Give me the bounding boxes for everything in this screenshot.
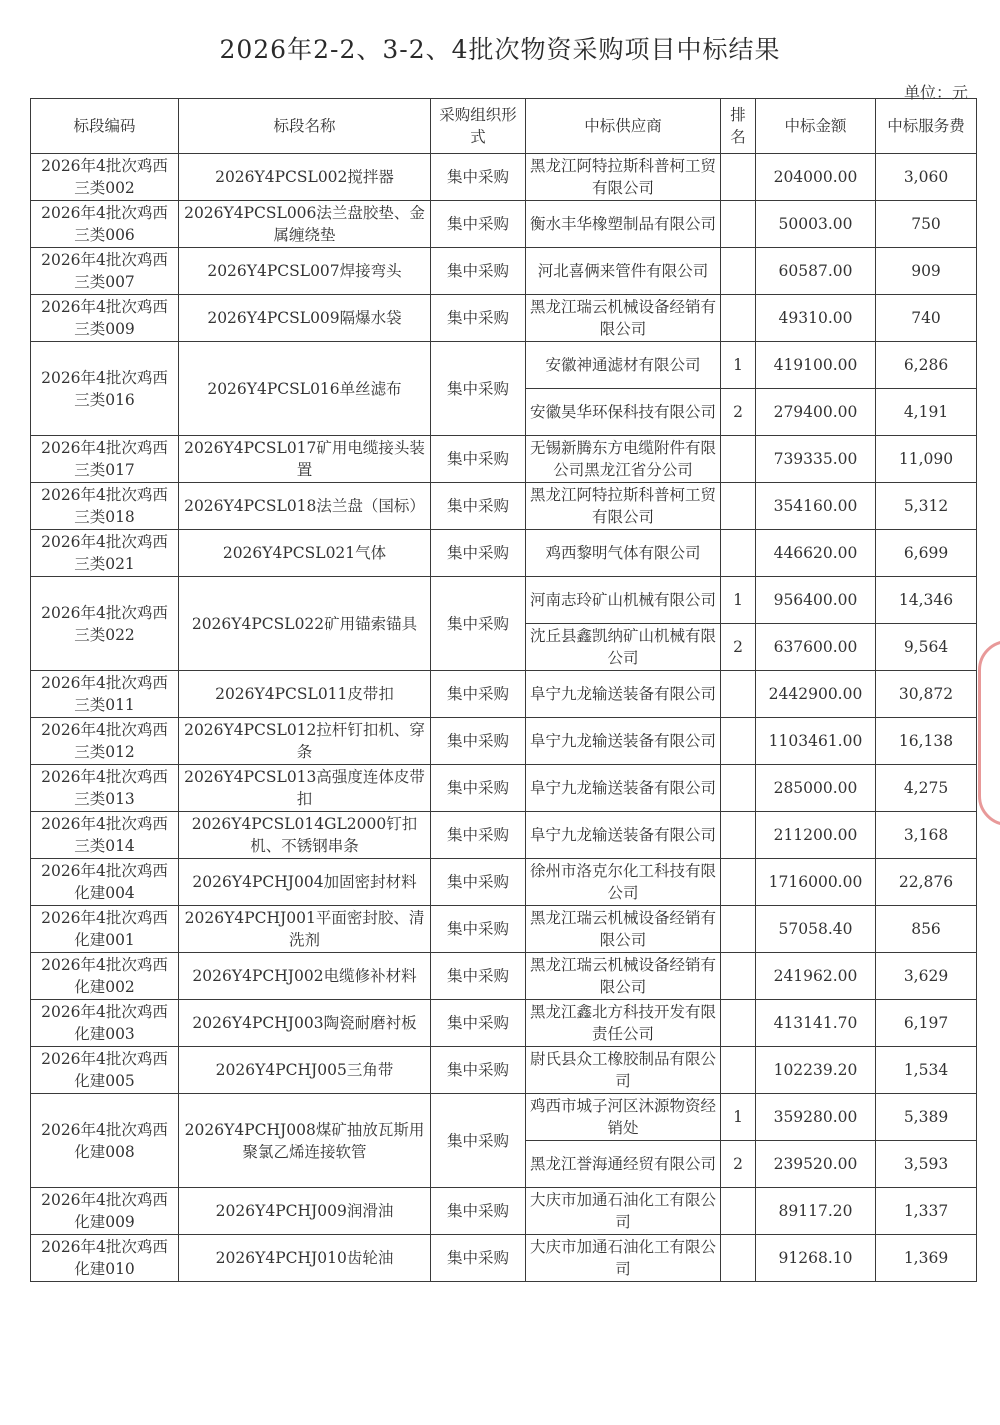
procurement-form-cell: 集中采购 xyxy=(431,1047,526,1094)
supplier-cell: 大庆市加通石油化工有限公司 xyxy=(526,1188,721,1235)
section-code-cell: 2026年4批次鸡西三类018 xyxy=(31,483,179,530)
fee-cell: 909 xyxy=(876,248,977,295)
supplier-cell: 安徽昊华环保科技有限公司 xyxy=(526,389,721,436)
header-form: 采购组织形式 xyxy=(431,99,526,154)
procurement-form-cell: 集中采购 xyxy=(431,859,526,906)
rank-cell xyxy=(721,859,756,906)
section-name-cell: 2026Y4PCSL017矿用电缆接头装置 xyxy=(179,436,431,483)
table-row xyxy=(31,342,977,389)
supplier-cell: 黑龙江鑫北方科技开发有限责任公司 xyxy=(526,1000,721,1047)
fee-cell: 750 xyxy=(876,201,977,248)
section-code-cell: 2026年4批次鸡西三类007 xyxy=(31,248,179,295)
section-code-cell: 2026年4批次鸡西三类014 xyxy=(31,812,179,859)
supplier-cell: 衡水丰华橡塑制品有限公司 xyxy=(526,201,721,248)
table-row xyxy=(31,1000,977,1047)
procurement-form-cell: 集中采购 xyxy=(431,953,526,1000)
rank-cell: 1 xyxy=(721,342,756,389)
supplier-cell: 鸡西黎明气体有限公司 xyxy=(526,530,721,577)
amount-cell: 60587.00 xyxy=(756,248,876,295)
table-header xyxy=(31,99,977,154)
procurement-form-cell: 集中采购 xyxy=(431,671,526,718)
section-code-cell: 2026年4批次鸡西三类002 xyxy=(31,154,179,201)
section-code-cell: 2026年4批次鸡西化建005 xyxy=(31,1047,179,1094)
amount-cell: 204000.00 xyxy=(756,154,876,201)
header-code: 标段编码 xyxy=(31,99,179,154)
procurement-form-cell: 集中采购 xyxy=(431,1235,526,1282)
fee-cell: 6,197 xyxy=(876,1000,977,1047)
fee-cell: 16,138 xyxy=(876,718,977,765)
fee-cell: 4,275 xyxy=(876,765,977,812)
supplier-cell: 鸡西市城子河区沐源物资经销处 xyxy=(526,1094,721,1141)
supplier-cell: 黑龙江阿特拉斯科普柯工贸有限公司 xyxy=(526,154,721,201)
amount-cell: 637600.00 xyxy=(756,624,876,671)
amount-cell: 279400.00 xyxy=(756,389,876,436)
unit-label: 单位：元 xyxy=(903,83,968,102)
amount-cell: 739335.00 xyxy=(756,436,876,483)
supplier-cell: 徐州市洛克尔化工科技有限公司 xyxy=(526,859,721,906)
supplier-cell: 黑龙江誉海通经贸有限公司 xyxy=(526,1141,721,1188)
rank-cell xyxy=(721,530,756,577)
fee-cell: 4,191 xyxy=(876,389,977,436)
section-name-cell: 2026Y4PCSL006法兰盘胶垫、金属缠绕垫 xyxy=(179,201,431,248)
fee-cell: 740 xyxy=(876,295,977,342)
rank-cell: 1 xyxy=(721,1094,756,1141)
fee-cell: 3,168 xyxy=(876,812,977,859)
procurement-form-cell: 集中采购 xyxy=(431,436,526,483)
rank-cell: 2 xyxy=(721,389,756,436)
section-code-cell: 2026年4批次鸡西三类013 xyxy=(31,765,179,812)
amount-cell: 102239.20 xyxy=(756,1047,876,1094)
rank-cell xyxy=(721,1000,756,1047)
rank-cell xyxy=(721,436,756,483)
fee-cell: 5,312 xyxy=(876,483,977,530)
section-name-cell: 2026Y4PCHJ008煤矿抽放瓦斯用聚氯乙烯连接软管 xyxy=(179,1094,431,1188)
amount-cell: 211200.00 xyxy=(756,812,876,859)
header-fee: 中标服务费 xyxy=(876,99,977,154)
rank-cell xyxy=(721,154,756,201)
table-body xyxy=(31,154,977,1282)
table-row xyxy=(31,1094,977,1141)
rank-cell xyxy=(721,906,756,953)
procurement-form-cell: 集中采购 xyxy=(431,812,526,859)
amount-cell: 1103461.00 xyxy=(756,718,876,765)
procurement-form-cell: 集中采购 xyxy=(431,295,526,342)
fee-cell: 14,346 xyxy=(876,577,977,624)
fee-cell: 6,286 xyxy=(876,342,977,389)
section-name-cell: 2026Y4PCSL007焊接弯头 xyxy=(179,248,431,295)
rank-cell: 1 xyxy=(721,577,756,624)
rank-cell xyxy=(721,201,756,248)
section-code-cell: 2026年4批次鸡西化建001 xyxy=(31,906,179,953)
amount-cell: 446620.00 xyxy=(756,530,876,577)
table-row xyxy=(31,859,977,906)
table-row xyxy=(31,1188,977,1235)
rank-cell xyxy=(721,1047,756,1094)
table-row xyxy=(31,953,977,1000)
section-name-cell: 2026Y4PCHJ010齿轮油 xyxy=(179,1235,431,1282)
amount-cell: 956400.00 xyxy=(756,577,876,624)
section-code-cell: 2026年4批次鸡西三类017 xyxy=(31,436,179,483)
rank-cell: 2 xyxy=(721,1141,756,1188)
rank-cell xyxy=(721,671,756,718)
section-code-cell: 2026年4批次鸡西三类006 xyxy=(31,201,179,248)
fee-cell: 3,060 xyxy=(876,154,977,201)
procurement-form-cell: 集中采购 xyxy=(431,1094,526,1188)
section-name-cell: 2026Y4PCSL011皮带扣 xyxy=(179,671,431,718)
amount-cell: 419100.00 xyxy=(756,342,876,389)
table-row xyxy=(31,812,977,859)
section-name-cell: 2026Y4PCHJ009润滑油 xyxy=(179,1188,431,1235)
supplier-cell: 大庆市加通石油化工有限公司 xyxy=(526,1235,721,1282)
amount-cell: 89117.20 xyxy=(756,1188,876,1235)
procurement-form-cell: 集中采购 xyxy=(431,577,526,671)
section-code-cell: 2026年4批次鸡西三类012 xyxy=(31,718,179,765)
table-row xyxy=(31,295,977,342)
rank-cell xyxy=(721,953,756,1000)
table-row xyxy=(31,154,977,201)
rank-cell xyxy=(721,248,756,295)
header-amount: 中标金额 xyxy=(756,99,876,154)
procurement-form-cell: 集中采购 xyxy=(431,342,526,436)
amount-cell: 285000.00 xyxy=(756,765,876,812)
rank-cell xyxy=(721,812,756,859)
procurement-form-cell: 集中采购 xyxy=(431,154,526,201)
section-name-cell: 2026Y4PCSL021气体 xyxy=(179,530,431,577)
section-name-cell: 2026Y4PCSL014GL2000钉扣机、不锈钢串条 xyxy=(179,812,431,859)
section-code-cell: 2026年4批次鸡西三类011 xyxy=(31,671,179,718)
section-code-cell: 2026年4批次鸡西三类016 xyxy=(31,342,179,436)
table-row xyxy=(31,906,977,953)
amount-cell: 241962.00 xyxy=(756,953,876,1000)
section-code-cell: 2026年4批次鸡西化建008 xyxy=(31,1094,179,1188)
fee-cell: 5,389 xyxy=(876,1094,977,1141)
section-name-cell: 2026Y4PCSL016单丝滤布 xyxy=(179,342,431,436)
amount-cell: 57058.40 xyxy=(756,906,876,953)
amount-cell: 354160.00 xyxy=(756,483,876,530)
section-name-cell: 2026Y4PCHJ005三角带 xyxy=(179,1047,431,1094)
procurement-form-cell: 集中采购 xyxy=(431,1188,526,1235)
amount-cell: 91268.10 xyxy=(756,1235,876,1282)
official-seal xyxy=(978,640,1000,826)
fee-cell: 6,699 xyxy=(876,530,977,577)
procurement-form-cell: 集中采购 xyxy=(431,201,526,248)
supplier-cell: 河南志玲矿山机械有限公司 xyxy=(526,577,721,624)
fee-cell: 1,337 xyxy=(876,1188,977,1235)
section-name-cell: 2026Y4PCSL002搅拌器 xyxy=(179,154,431,201)
table-row xyxy=(31,765,977,812)
amount-cell: 1716000.00 xyxy=(756,859,876,906)
fee-cell: 3,593 xyxy=(876,1141,977,1188)
fee-cell: 30,872 xyxy=(876,671,977,718)
supplier-cell: 阜宁九龙输送装备有限公司 xyxy=(526,812,721,859)
procurement-form-cell: 集中采购 xyxy=(431,765,526,812)
supplier-cell: 河北喜俩来管件有限公司 xyxy=(526,248,721,295)
procurement-form-cell: 集中采购 xyxy=(431,906,526,953)
supplier-cell: 黑龙江瑞云机械设备经销有限公司 xyxy=(526,906,721,953)
fee-cell: 1,534 xyxy=(876,1047,977,1094)
supplier-cell: 阜宁九龙输送装备有限公司 xyxy=(526,671,721,718)
header-rank: 排名 xyxy=(721,99,756,154)
supplier-cell: 尉氏县众工橡胶制品有限公司 xyxy=(526,1047,721,1094)
table-row xyxy=(31,577,977,624)
section-name-cell: 2026Y4PCSL009隔爆水袋 xyxy=(179,295,431,342)
fee-cell: 22,876 xyxy=(876,859,977,906)
supplier-cell: 阜宁九龙输送装备有限公司 xyxy=(526,765,721,812)
rank-cell: 2 xyxy=(721,624,756,671)
rank-cell xyxy=(721,483,756,530)
supplier-cell: 阜宁九龙输送装备有限公司 xyxy=(526,718,721,765)
table-row xyxy=(31,1047,977,1094)
section-name-cell: 2026Y4PCSL022矿用锚索锚具 xyxy=(179,577,431,671)
rank-cell xyxy=(721,1188,756,1235)
section-name-cell: 2026Y4PCSL013高强度连体皮带扣 xyxy=(179,765,431,812)
rank-cell xyxy=(721,718,756,765)
procurement-form-cell: 集中采购 xyxy=(431,530,526,577)
section-code-cell: 2026年4批次鸡西化建009 xyxy=(31,1188,179,1235)
section-code-cell: 2026年4批次鸡西三类021 xyxy=(31,530,179,577)
amount-cell: 2442900.00 xyxy=(756,671,876,718)
section-code-cell: 2026年4批次鸡西化建002 xyxy=(31,953,179,1000)
section-code-cell: 2026年4批次鸡西三类022 xyxy=(31,577,179,671)
procurement-form-cell: 集中采购 xyxy=(431,483,526,530)
section-name-cell: 2026Y4PCHJ001平面密封胶、清洗剂 xyxy=(179,906,431,953)
table-row xyxy=(31,718,977,765)
table-row xyxy=(31,483,977,530)
supplier-cell: 沈丘县鑫凯纳矿山机械有限公司 xyxy=(526,624,721,671)
procurement-form-cell: 集中采购 xyxy=(431,248,526,295)
table-row xyxy=(31,201,977,248)
amount-cell: 413141.70 xyxy=(756,1000,876,1047)
amount-cell: 49310.00 xyxy=(756,295,876,342)
fee-cell: 1,369 xyxy=(876,1235,977,1282)
fee-cell: 11,090 xyxy=(876,436,977,483)
table-row xyxy=(31,671,977,718)
table-row xyxy=(31,248,977,295)
supplier-cell: 黑龙江瑞云机械设备经销有限公司 xyxy=(526,953,721,1000)
rank-cell xyxy=(721,295,756,342)
section-name-cell: 2026Y4PCHJ004加固密封材料 xyxy=(179,859,431,906)
supplier-cell: 安徽神通滤材有限公司 xyxy=(526,342,721,389)
table-row xyxy=(31,530,977,577)
supplier-cell: 无锡新腾东方电缆附件有限公司黑龙江省分公司 xyxy=(526,436,721,483)
fee-cell: 9,564 xyxy=(876,624,977,671)
section-code-cell: 2026年4批次鸡西三类009 xyxy=(31,295,179,342)
amount-cell: 239520.00 xyxy=(756,1141,876,1188)
section-name-cell: 2026Y4PCHJ002电缆修补材料 xyxy=(179,953,431,1000)
supplier-cell: 黑龙江瑞云机械设备经销有限公司 xyxy=(526,295,721,342)
table-row xyxy=(31,436,977,483)
page-title: 2026年2-2、3-2、4批次物资采购项目中标结果 xyxy=(219,35,781,64)
procurement-form-cell: 集中采购 xyxy=(431,718,526,765)
amount-cell: 359280.00 xyxy=(756,1094,876,1141)
section-name-cell: 2026Y4PCSL018法兰盘（国标） xyxy=(179,483,431,530)
supplier-cell: 黑龙江阿特拉斯科普柯工贸有限公司 xyxy=(526,483,721,530)
header-name: 标段名称 xyxy=(179,99,431,154)
fee-cell: 856 xyxy=(876,906,977,953)
table-row xyxy=(31,1235,977,1282)
section-code-cell: 2026年4批次鸡西化建004 xyxy=(31,859,179,906)
fee-cell: 3,629 xyxy=(876,953,977,1000)
amount-cell: 50003.00 xyxy=(756,201,876,248)
section-name-cell: 2026Y4PCHJ003陶瓷耐磨衬板 xyxy=(179,1000,431,1047)
procurement-form-cell: 集中采购 xyxy=(431,1000,526,1047)
results-table xyxy=(30,98,977,1282)
section-code-cell: 2026年4批次鸡西化建003 xyxy=(31,1000,179,1047)
section-name-cell: 2026Y4PCSL012拉杆钉扣机、穿条 xyxy=(179,718,431,765)
header-supplier: 中标供应商 xyxy=(526,99,721,154)
rank-cell xyxy=(721,765,756,812)
rank-cell xyxy=(721,1235,756,1282)
section-code-cell: 2026年4批次鸡西化建010 xyxy=(31,1235,179,1282)
